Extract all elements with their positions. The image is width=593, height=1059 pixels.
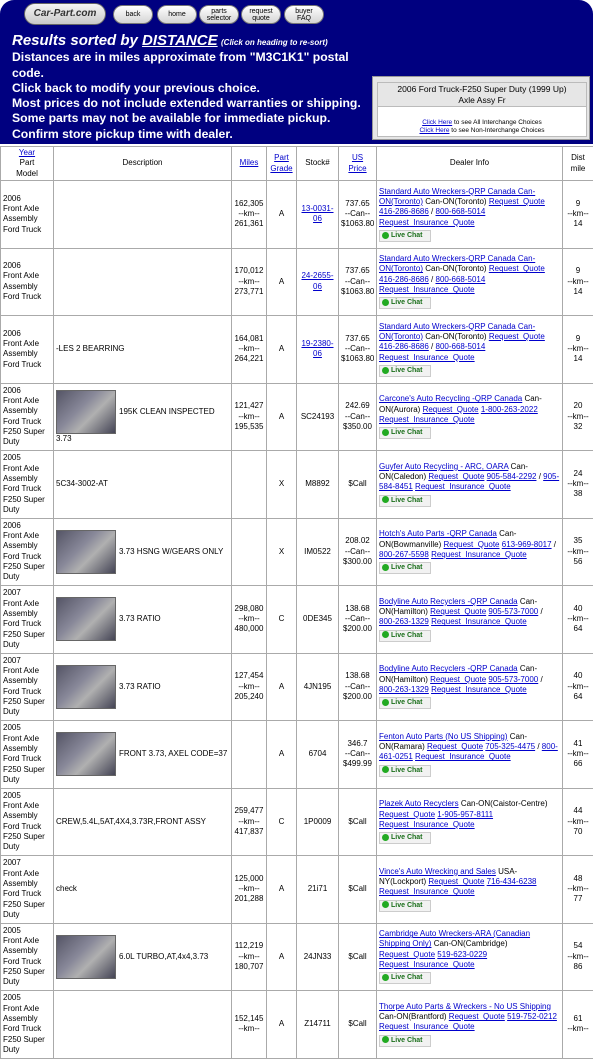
- description-cell: [54, 653, 232, 721]
- price-cell: 138.68 --Can-- $200.00: [339, 653, 377, 721]
- dealer-name-link[interactable]: Standard Auto Wreckers-QRP Canada Can-ON(Toronto): [379, 254, 535, 273]
- col-distance: Dist mile: [563, 147, 593, 181]
- stock-number: IM0522: [304, 547, 331, 556]
- dealer-info-cell: [377, 788, 563, 856]
- stock-number: 1P0009: [304, 817, 332, 826]
- distance-cell: 40 --km-- 64: [563, 586, 593, 654]
- distance-cell: 44 --km-- 70: [563, 788, 593, 856]
- chat-icon: [382, 564, 389, 571]
- phone-link-2[interactable]: 800-263-1329: [379, 685, 429, 694]
- part-description: 3.73 HSNG W/GEARS ONLY: [119, 547, 223, 556]
- part-photo-thumbnail[interactable]: [56, 935, 116, 979]
- col-price: [339, 147, 377, 181]
- sort-year-link[interactable]: Year: [19, 148, 35, 157]
- results-info: [12, 33, 362, 142]
- resort-hint: (Click on heading to re-sort): [221, 38, 328, 47]
- distance-cell: 9 --km-- 14: [563, 181, 593, 249]
- request-insurance-quote-link[interactable]: Request_Insurance_Quote: [379, 887, 475, 896]
- description-cell: [54, 181, 232, 249]
- table-row: [1, 181, 593, 249]
- col-stock: Stock#: [297, 147, 339, 181]
- live-chat-button[interactable]: Live Chat: [379, 365, 431, 377]
- table-row: [1, 383, 593, 451]
- sort-price-link[interactable]: US Price: [348, 153, 366, 172]
- description-cell: [54, 721, 232, 789]
- live-chat-button[interactable]: Live Chat: [379, 765, 431, 777]
- chat-icon: [382, 901, 389, 908]
- phone-link[interactable]: 905-573-7000: [488, 675, 538, 684]
- distance-cell: 61 --km--: [563, 991, 593, 1059]
- request-quote-link[interactable]: Request_Quote: [489, 197, 545, 206]
- results-table: [0, 146, 593, 1059]
- part-model: Front Axle Assembly Ford Truck F250 Super Duty: [3, 869, 51, 920]
- dealer-location: Can-ON(Hamilton): [379, 597, 537, 616]
- sort-by-distance-link[interactable]: DISTANCE: [142, 32, 218, 49]
- live-chat-button[interactable]: Live Chat: [379, 832, 431, 844]
- year-model-cell: 2007 Front Axle Assembly Ford Truck F250 Super Duty: [1, 856, 54, 924]
- distance-cell: 9 --km-- 14: [563, 248, 593, 316]
- stock-number: 0DE345: [303, 614, 332, 623]
- live-chat-button[interactable]: Live Chat: [379, 297, 431, 309]
- live-chat-button[interactable]: Live Chat: [379, 230, 431, 242]
- stock-cell: [297, 451, 339, 519]
- request-insurance-quote-link[interactable]: Request_Insurance_Quote: [431, 617, 527, 626]
- live-chat-button[interactable]: Live Chat: [379, 495, 431, 507]
- dealer-location: Can-ON(Cambridge): [431, 939, 507, 948]
- stock-number: M8892: [305, 479, 329, 488]
- year-model-cell: 2006 Front Axle Assembly Ford Truck: [1, 316, 54, 384]
- phone-link-2[interactable]: 800-668-5014: [436, 275, 486, 284]
- dealer-name-link[interactable]: Standard Auto Wreckers-QRP Canada Can-ON(Toronto): [379, 187, 535, 206]
- request-insurance-quote-link[interactable]: Request_Insurance_Quote: [431, 550, 527, 559]
- dealer-info-cell: Standard Auto Wreckers-QRP Canada Can-ON(Toronto) Can-ON(Toronto) Request_Quote 416-286-8686 / 800-668-5014 Request_Insurance_Quote Live Chat: [377, 181, 563, 249]
- request-insurance-quote-link[interactable]: Request_Insurance_Quote: [431, 685, 527, 694]
- miles-cell: 127,454 --km-- 205,240: [232, 653, 267, 721]
- year-model-cell: 2007 Front Axle Assembly Ford Truck F250 Super Duty: [1, 653, 54, 721]
- chat-icon: [382, 429, 389, 436]
- request-quote-link[interactable]: Request_Quote: [428, 472, 484, 481]
- request-quote-link[interactable]: Request_Quote: [379, 810, 435, 819]
- miles-cell: 298,080 --km-- 480,000: [232, 586, 267, 654]
- stock-number[interactable]: 19-2380-06: [301, 339, 333, 358]
- stock-cell: [297, 248, 339, 316]
- grade-cell: A: [267, 653, 297, 721]
- request-quote-link[interactable]: Request_Quote: [489, 264, 545, 273]
- request-quote-link[interactable]: Request_Quote: [428, 877, 484, 886]
- phone-link[interactable]: 416-286-8686: [379, 342, 429, 351]
- stock-cell: [297, 991, 339, 1059]
- chat-icon: [382, 834, 389, 841]
- phone-link[interactable]: 519-752-0212: [507, 1012, 557, 1021]
- request-insurance-quote-link[interactable]: Request_Insurance_Quote: [379, 960, 475, 969]
- chat-icon: [382, 496, 389, 503]
- request-quote-link[interactable]: Request_Quote: [427, 742, 483, 751]
- part-model: Front Axle Assembly Ford Truck F250 Super Duty: [3, 396, 51, 447]
- stock-cell: [297, 383, 339, 451]
- description-cell: [54, 991, 232, 1059]
- dealer-name-link[interactable]: Carcone's Auto Recycling -QRP Canada: [379, 394, 522, 403]
- part-description: -LES 2 BEARRING: [56, 344, 124, 353]
- request-insurance-quote-link[interactable]: Request_Insurance_Quote: [415, 482, 511, 491]
- price-cell: 138.68 --Can-- $200.00: [339, 586, 377, 654]
- stock-cell: [297, 923, 339, 991]
- dealer-name-link[interactable]: Cambridge Auto Wreckers-ARA (Canadian Shipping Only): [379, 929, 530, 948]
- distance-cell: 40 --km-- 64: [563, 653, 593, 721]
- part-description: CREW,5.4L,5AT,4X4,3.73R,FRONT ASSY: [56, 817, 206, 826]
- dealer-name-link[interactable]: Fenton Auto Parts (No US Shipping): [379, 732, 508, 741]
- dealer-name-link[interactable]: Bodyline Auto Recyclers -QRP Canada: [379, 664, 518, 673]
- request-insurance-quote-link[interactable]: Request_Insurance_Quote: [379, 353, 475, 362]
- price-cell: $Call: [339, 451, 377, 519]
- year-model-cell: 2006 Front Axle Assembly Ford Truck F250 Super Duty: [1, 518, 54, 586]
- search-summary-box: [372, 76, 590, 140]
- request-insurance-quote-link[interactable]: Request_Insurance_Quote: [415, 752, 511, 761]
- part-photo-thumbnail[interactable]: [56, 597, 116, 641]
- year-model-cell: 2005 Front Axle Assembly Ford Truck F250 Super Duty: [1, 451, 54, 519]
- dealer-name-link[interactable]: Hotch's Auto Parts -QRP Canada: [379, 529, 497, 538]
- description-cell: [54, 586, 232, 654]
- request-insurance-quote-link[interactable]: Request_Insurance_Quote: [379, 1022, 475, 1031]
- distance-cell: 35 --km-- 56: [563, 518, 593, 586]
- dealer-location: USA-NY(Lockport): [379, 867, 517, 886]
- dealer-location: Can-ON(Ramara): [379, 732, 527, 751]
- stock-number: 4JN195: [304, 682, 332, 691]
- grade-cell: A: [267, 721, 297, 789]
- part-model: Front Axle Assembly Ford Truck F250 Super Duty: [3, 936, 51, 987]
- price-cell: $Call: [339, 856, 377, 924]
- chat-icon: [382, 232, 389, 239]
- chat-icon: [382, 299, 389, 306]
- interchange-links: Click Here to see All Interchange Choices Click Here to see Non-Interchange Choices: [377, 106, 587, 137]
- dealer-location: Can-ON(Bowmanville): [379, 529, 516, 548]
- part-photo-thumbnail[interactable]: [56, 530, 116, 574]
- stock-number: Z14711: [304, 1019, 331, 1028]
- miles-cell: [232, 721, 267, 789]
- stock-cell: [297, 316, 339, 384]
- stock-number: 6704: [309, 749, 327, 758]
- part-description: 195K CLEAN INSPECTED 3.73: [56, 407, 215, 443]
- col-dealer: Dealer Info: [377, 147, 563, 181]
- phone-link-2[interactable]: 800-263-1329: [379, 617, 429, 626]
- miles-cell: [232, 451, 267, 519]
- price-cell: 737.65 --Can-- $1063.80: [339, 248, 377, 316]
- stock-cell: [297, 653, 339, 721]
- request-quote-link[interactable]: Request_Quote: [430, 607, 486, 616]
- table-row: [1, 923, 593, 991]
- home-button[interactable]: home: [157, 5, 197, 24]
- phone-link[interactable]: 905-573-7000: [488, 607, 538, 616]
- part-description: 5C34-3002-AT: [56, 479, 108, 488]
- dealer-location: Can-ON(Toronto): [423, 332, 489, 341]
- price-cell: $Call: [339, 991, 377, 1059]
- dealer-location: Can-ON(Toronto): [423, 264, 489, 273]
- stock-cell: [297, 181, 339, 249]
- stock-number[interactable]: 13-0031-06: [301, 204, 333, 223]
- live-chat-button[interactable]: Live Chat: [379, 427, 431, 439]
- request-insurance-quote-link[interactable]: Request_Insurance_Quote: [379, 415, 475, 424]
- grade-cell: C: [267, 586, 297, 654]
- dealer-location: Can-ON(Toronto): [423, 197, 489, 206]
- grade-cell: A: [267, 923, 297, 991]
- dealer-name-link[interactable]: Thorpe Auto Parts & Wreckers - No US Shipping: [379, 1002, 551, 1011]
- table-header-row: [1, 147, 593, 181]
- phone-link[interactable]: 705-325-4475: [485, 742, 535, 751]
- info-line: Most prices do not include extended warranties or shipping.: [12, 96, 362, 111]
- stock-number: 21i71: [308, 884, 328, 893]
- chat-icon: [382, 367, 389, 374]
- description-cell: [54, 383, 232, 451]
- part-model: Front Axle Assembly Ford Truck F250 Super Duty: [3, 599, 51, 650]
- sort-grade-link[interactable]: Part Grade: [270, 153, 292, 172]
- chat-icon: [382, 631, 389, 638]
- description-cell: [54, 923, 232, 991]
- grade-cell: A: [267, 991, 297, 1059]
- dealer-info-cell: Hotch's Auto Parts -QRP Canada Can-ON(Bowmanville) Request_Quote 613-969-8017 / 800-267-5598 Request_Insurance_Quote Live Chat: [377, 518, 563, 586]
- request-quote-button[interactable]: request quote: [241, 5, 281, 24]
- request-quote-link[interactable]: Request_Quote: [379, 950, 435, 959]
- live-chat-button[interactable]: Live Chat: [379, 972, 431, 984]
- phone-link[interactable]: 613-969-8017: [502, 540, 552, 549]
- dealer-info-cell: Bodyline Auto Recyclers -QRP Canada Can-ON(Hamilton) Request_Quote 905-573-7000 / 800-263-1329 Request_Insurance_Quote Live Chat: [377, 653, 563, 721]
- request-insurance-quote-link[interactable]: Request_Insurance_Quote: [379, 218, 475, 227]
- stock-cell: [297, 518, 339, 586]
- part-model: Front Axle Assembly Ford Truck F250 Super Duty: [3, 801, 51, 852]
- price-cell: $Call: [339, 788, 377, 856]
- table-row: [1, 586, 593, 654]
- miles-cell: 152,145 --km--: [232, 991, 267, 1059]
- live-chat-button[interactable]: Live Chat: [379, 1035, 431, 1047]
- dealer-info-cell: [377, 383, 563, 451]
- year-model-cell: 2005 Front Axle Assembly Ford Truck F250 Super Duty: [1, 788, 54, 856]
- part-model: Front Axle Assembly Ford Truck F250 Super Duty: [3, 464, 51, 515]
- part-label: Axle Assy Fr: [378, 95, 586, 106]
- distance-cell: 48 --km-- 77: [563, 856, 593, 924]
- grade-cell: A: [267, 856, 297, 924]
- phone-link[interactable]: 416-286-8686: [379, 207, 429, 216]
- dealer-name-link[interactable]: Standard Auto Wreckers-QRP Canada Can-ON(Toronto): [379, 322, 535, 341]
- distance-cell: 24 --km-- 38: [563, 451, 593, 519]
- dealer-info-cell: Bodyline Auto Recyclers -QRP Canada Can-ON(Hamilton) Request_Quote 905-573-7000 / 800-263-1329 Request_Insurance_Quote Live Chat: [377, 586, 563, 654]
- dealer-location: Can-ON(Caledon): [379, 462, 528, 481]
- dealer-name-link[interactable]: Plazek Auto Recyclers: [379, 799, 459, 808]
- table-row: [1, 518, 593, 586]
- info-line: Confirm store pickup time with dealer.: [12, 127, 362, 142]
- vehicle-label: 2006 Ford Truck-F250 Super Duty (1999 Up): [378, 84, 586, 95]
- grade-cell: X: [267, 518, 297, 586]
- description-cell: [54, 451, 232, 519]
- info-line: Some parts may not be available for immediate pickup.: [12, 111, 362, 126]
- phone-link[interactable]: 519-623-0229: [437, 950, 487, 959]
- chat-icon: [382, 974, 389, 981]
- grade-cell: A: [267, 316, 297, 384]
- miles-cell: 164,081 --km-- 264,221: [232, 316, 267, 384]
- grade-cell: C: [267, 788, 297, 856]
- non-interchange-link[interactable]: Click Here: [419, 127, 449, 134]
- dealer-location: Can-ON(Hamilton): [379, 664, 537, 683]
- dealer-location: Can-ON(Caistor-Centre): [459, 799, 548, 808]
- miles-cell: 112,219 --km-- 180,707: [232, 923, 267, 991]
- part-description: 3.73 RATIO: [119, 614, 161, 623]
- miles-cell: 259,477 --km-- 417,837: [232, 788, 267, 856]
- phone-link[interactable]: 1-800-263-2022: [481, 405, 538, 414]
- col-year-model: Year Part Model: [1, 147, 54, 181]
- live-chat-button[interactable]: Live Chat: [379, 900, 431, 912]
- table-row: [1, 653, 593, 721]
- part-model: Front Axle Assembly Ford Truck: [3, 271, 51, 302]
- part-description: FRONT 3.73, AXEL CODE=37: [119, 749, 227, 758]
- description-cell: [54, 316, 232, 384]
- all-interchange-link[interactable]: Click Here: [422, 119, 452, 126]
- price-cell: 208.02 --Can-- $300.00: [339, 518, 377, 586]
- part-model: Front Axle Assembly Ford Truck: [3, 339, 51, 370]
- dealer-location: Can-ON(Aurora): [379, 394, 542, 413]
- buyer-faq-button[interactable]: buyer FAQ: [284, 5, 324, 24]
- description-cell: [54, 518, 232, 586]
- table-row: [1, 451, 593, 519]
- miles-cell: [232, 518, 267, 586]
- part-model: Front Axle Assembly Ford Truck F250 Super Duty: [3, 1004, 51, 1055]
- part-description: 6.0L TURBO,AT,4x4,3.73: [119, 952, 208, 961]
- part-photo-thumbnail[interactable]: [56, 665, 116, 709]
- miles-cell: 170,012 --km-- 273,771: [232, 248, 267, 316]
- phone-link-2[interactable]: 905-584-8451: [379, 472, 559, 491]
- year-model-cell: 2006 Front Axle Assembly Ford Truck: [1, 248, 54, 316]
- phone-link[interactable]: 905-584-2292: [487, 472, 537, 481]
- price-cell: $Call: [339, 923, 377, 991]
- col-description: Description: [54, 147, 232, 181]
- miles-cell: 121,427 --km-- 195,535: [232, 383, 267, 451]
- description-cell: [54, 856, 232, 924]
- sorted-label: Results sorted by: [12, 32, 142, 49]
- description-cell: [54, 788, 232, 856]
- grade-cell: A: [267, 383, 297, 451]
- table-row: [1, 721, 593, 789]
- miles-cell: 125,000 --km-- 201,288: [232, 856, 267, 924]
- site-logo[interactable]: Car-Part.com: [24, 3, 106, 25]
- live-chat-button[interactable]: Live Chat: [379, 630, 431, 642]
- phone-link[interactable]: 1-905-957-8111: [437, 810, 493, 819]
- phone-link[interactable]: 716-434-6238: [487, 877, 537, 886]
- table-row: [1, 316, 593, 384]
- stock-cell: [297, 721, 339, 789]
- info-line: Distances are in miles approximate from "M3C1K1" postal code.: [12, 50, 362, 81]
- miles-cell: 162,305 --km-- 261,361: [232, 181, 267, 249]
- phone-link-2[interactable]: 800-668-5014: [436, 342, 486, 351]
- results-header: [0, 0, 593, 144]
- phone-link[interactable]: 416-286-8686: [379, 275, 429, 284]
- price-cell: 242.69 --Can-- $350.00: [339, 383, 377, 451]
- part-model: Front Axle Assembly Ford Truck F250 Super Duty: [3, 531, 51, 582]
- year-model-cell: 2006 Front Axle Assembly Ford Truck F250 Super Duty: [1, 383, 54, 451]
- stock-number: SC24193: [301, 412, 334, 421]
- request-insurance-quote-link[interactable]: Request_Insurance_Quote: [379, 820, 475, 829]
- part-photo-thumbnail[interactable]: [56, 732, 116, 776]
- stock-cell: [297, 586, 339, 654]
- part-description: check: [56, 884, 77, 893]
- dealer-name-link[interactable]: Bodyline Auto Recyclers -QRP Canada: [379, 597, 518, 606]
- chat-icon: [382, 766, 389, 773]
- live-chat-button[interactable]: Live Chat: [379, 697, 431, 709]
- request-quote-link[interactable]: Request_Quote: [443, 540, 499, 549]
- col-grade: [267, 147, 297, 181]
- request-insurance-quote-link[interactable]: Request_Insurance_Quote: [379, 285, 475, 294]
- request-quote-link[interactable]: Request_Quote: [423, 405, 479, 414]
- part-description: 3.73 RATIO: [119, 682, 161, 691]
- distance-cell: 9 --km-- 14: [563, 316, 593, 384]
- stock-cell: [297, 856, 339, 924]
- stock-number: 24JN33: [304, 952, 332, 961]
- table-row: [1, 248, 593, 316]
- table-row: [1, 856, 593, 924]
- request-quote-link[interactable]: Request_Quote: [430, 675, 486, 684]
- year-model-cell: 2005 Front Axle Assembly Ford Truck F250 Super Duty: [1, 923, 54, 991]
- request-quote-link[interactable]: Request_Quote: [489, 332, 545, 341]
- price-cell: 737.65 --Can-- $1063.80: [339, 181, 377, 249]
- dealer-info-cell: Fenton Auto Parts (No US Shipping) Can-ON(Ramara) Request_Quote 705-325-4475 / 800-461-0251 Request_Insurance_Quote Live Chat: [377, 721, 563, 789]
- dealer-location: Can-ON(Brantford): [379, 1012, 449, 1021]
- dealer-info-cell: [377, 856, 563, 924]
- dealer-info-cell: [377, 923, 563, 991]
- part-photo-thumbnail[interactable]: [56, 390, 116, 434]
- dealer-info-cell: Standard Auto Wreckers-QRP Canada Can-ON(Toronto) Can-ON(Toronto) Request_Quote 416-286-8686 / 800-668-5014 Request_Insurance_Quote Live Chat: [377, 248, 563, 316]
- table-row: [1, 991, 593, 1059]
- info-line: Click back to modify your previous choice.: [12, 81, 362, 96]
- part-model: Front Axle Assembly Ford Truck: [3, 204, 51, 235]
- sort-miles-link[interactable]: Miles: [240, 158, 259, 167]
- distance-cell: 20 --km-- 32: [563, 383, 593, 451]
- table-row: [1, 788, 593, 856]
- stock-cell: [297, 788, 339, 856]
- back-button[interactable]: back: [113, 5, 153, 24]
- part-summary: [377, 82, 587, 106]
- year-model-cell: 2007 Front Axle Assembly Ford Truck F250 Super Duty: [1, 586, 54, 654]
- phone-link-2[interactable]: 800-668-5014: [436, 207, 486, 216]
- request-quote-link[interactable]: Request_Quote: [449, 1012, 505, 1021]
- distance-cell: 54 --km-- 86: [563, 923, 593, 991]
- description-cell: [54, 248, 232, 316]
- dealer-info-cell: Standard Auto Wreckers-QRP Canada Can-ON(Toronto) Can-ON(Toronto) Request_Quote 416-286-8686 / 800-668-5014 Request_Insurance_Quote Live Chat: [377, 316, 563, 384]
- col-miles: [232, 147, 267, 181]
- price-cell: 737.65 --Can-- $1063.80: [339, 316, 377, 384]
- live-chat-button[interactable]: Live Chat: [379, 562, 431, 574]
- dealer-name-link[interactable]: Vince's Auto Wrecking and Sales: [379, 867, 496, 876]
- year-model-cell: 2005 Front Axle Assembly Ford Truck F250 Super Duty: [1, 721, 54, 789]
- grade-cell: A: [267, 248, 297, 316]
- year-model-cell: 2006 Front Axle Assembly Ford Truck: [1, 181, 54, 249]
- chat-icon: [382, 699, 389, 706]
- distance-cell: 41 --km-- 66: [563, 721, 593, 789]
- chat-icon: [382, 1036, 389, 1043]
- parts-selector-button[interactable]: parts selector: [199, 5, 239, 24]
- part-model: Front Axle Assembly Ford Truck F250 Super Duty: [3, 734, 51, 785]
- price-cell: 346.7 --Can-- $499.99: [339, 721, 377, 789]
- year-model-cell: 2005 Front Axle Assembly Ford Truck F250 Super Duty: [1, 991, 54, 1059]
- stock-number[interactable]: 24-2655-06: [301, 271, 333, 290]
- dealer-info-cell: [377, 991, 563, 1059]
- grade-cell: X: [267, 451, 297, 519]
- phone-link-2[interactable]: 800-461-0251: [379, 742, 558, 761]
- grade-cell: A: [267, 181, 297, 249]
- phone-link-2[interactable]: 800-267-5598: [379, 550, 429, 559]
- part-model: Front Axle Assembly Ford Truck F250 Super Duty: [3, 666, 51, 717]
- dealer-info-cell: Guyfer Auto Recycling - ARC, OARA Can-ON(Caledon) Request_Quote 905-584-2292 / 905-584-8451 Request_Insurance_Quote Live Chat: [377, 451, 563, 519]
- dealer-name-link[interactable]: Guyfer Auto Recycling - ARC, OARA: [379, 462, 508, 471]
